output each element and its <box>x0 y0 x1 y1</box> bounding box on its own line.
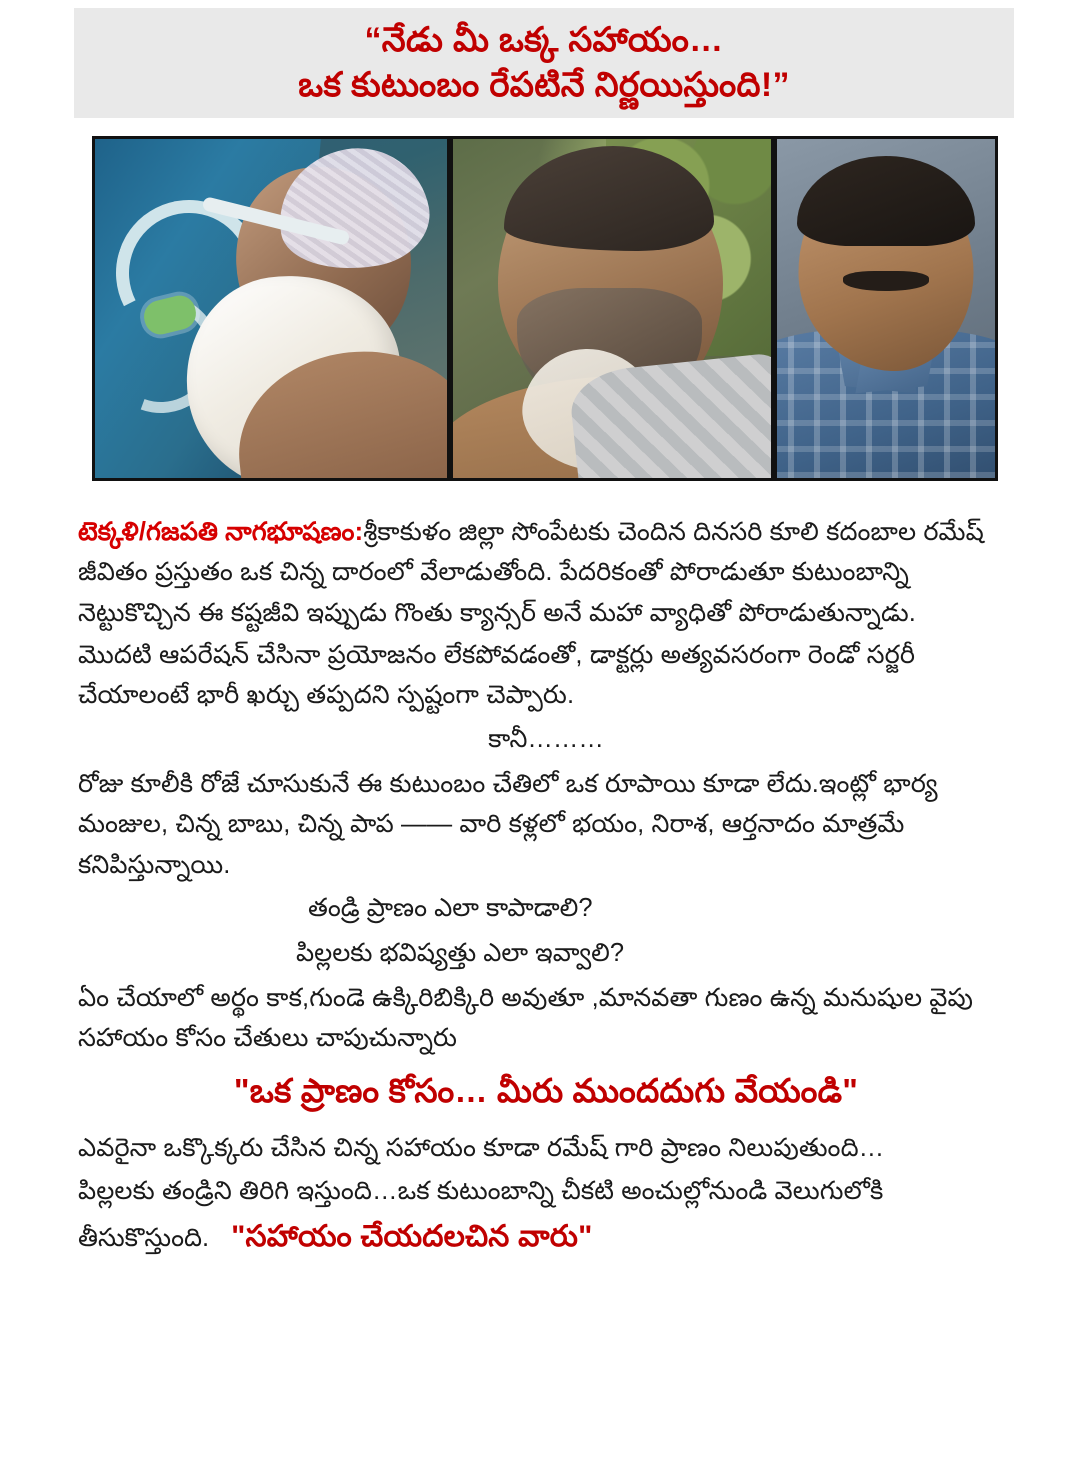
article-body <box>78 512 1014 1261</box>
article-closing-lead: తీసుకొస్తుంది. <box>78 1223 210 1252</box>
article-paragraph-3: రోజు కూలీకి రోజే చూసుకునే ఈ కుటుంబం చేతిలో ఒక రూపాయి కూడా లేదు.ఇంట్లో భార్య మంజుల, చిన్న బాబు, చిన్న పాప —— వారి కళ్లలో భయం, నిరాశ, ఆర్తనాదం మాత్రమే కనిపిస్తున్నాయి. <box>78 770 938 879</box>
article-transition-line: కానీ……… <box>488 725 604 754</box>
headline-line-2: ఒక కుటుంబం రేపటినే నిర్ణయిస్తుంది!” <box>298 66 790 104</box>
patient-portrait-photo <box>777 139 995 478</box>
article-byline: టెక్కళి/గజపతి నాగభూషణం: <box>78 518 364 546</box>
article-closing-row <box>78 1213 1014 1261</box>
patient-post-surgery-photo <box>453 139 771 478</box>
article-closing-highlight: "సహాయం చేయదలచిన వారు" <box>231 1219 593 1253</box>
portrait-mustache-shape <box>843 271 929 291</box>
portrait-hair-shape <box>797 156 975 246</box>
article-paragraph-5: ఎవరైనా ఒక్కొక్కరు చేసిన చిన్న సహాయం కూడా రమేష్ గారి ప్రాణం నిలుపుతుంది… <box>78 1134 885 1163</box>
article-question-1: తండ్రి ప్రాణం ఎలా కాపాడాలి? <box>308 894 593 923</box>
article-paragraph-6: పిల్లలకు తండ్రిని తిరిగి ఇస్తుంది…ఒక కుటుంబాన్ని చీకటి అంచుల్లోనుండి వెలుగులోకి <box>78 1176 884 1205</box>
article-paragraph-2: మొదటి ఆపరేషన్ చేసినా ప్రయోజనం లేకపోవడంతో, డాక్టర్లు అత్యవసరంగా రెండో సర్జరీ చేయాలంటే భారీ ఖర్చు తప్పదని స్పష్టంగా చెప్పారు. <box>78 640 916 710</box>
article-paragraph-4: ఏం చేయాలో అర్థం కాక,గుండె ఉక్కిరిబిక్కిరి అవుతూ ,మానవతా గుణం ఉన్న మనుషుల వైపు సహాయం కోసం చేతులు చాపుచున్నారు <box>78 983 974 1053</box>
patient-in-icu-photo <box>95 139 447 478</box>
photo-strip <box>92 136 998 481</box>
article-paragraph-1 <box>78 512 1014 633</box>
article-question-2: పిల్లలకు భవిష్యత్తు ఎలా ఇవ్వాలి? <box>296 939 624 968</box>
appeal-callout: "ఒక ప్రాణం కోసం… మీరు ముందదుగు వేయండి" <box>233 1072 859 1110</box>
headline-line-1: “నేడు మీ ఒక్క సహాయం… <box>364 21 724 60</box>
headline-banner <box>74 8 1014 118</box>
article-paragraph-1-text: శ్రీకాకుళం జిల్లా సోంపేటకు చెందిన దినసరి కూలి కదంబాల రమేష్ జీవితం ప్రస్తుతం ఒక చిన్న దారంలో వేలాడుతోంది. పేదరికంతో పోరాడుతూ కుటుంబాన్ని నెట్టుకొచ్చిన ఈ కష్టజీవి ఇప్పుడు గొంతు క్యాన్సర్ అనే మహా వ్యాధితో పోరాడుతున్నాడు. <box>78 518 984 627</box>
